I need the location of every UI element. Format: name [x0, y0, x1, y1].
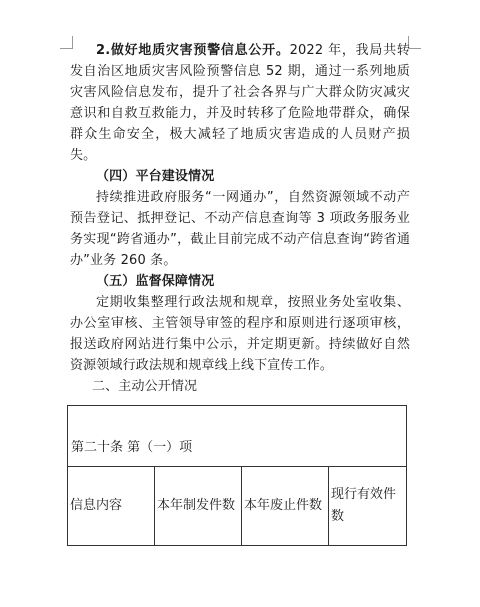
- table-header-info-content: 信息内容: [68, 467, 155, 546]
- paragraph-supervision: 定期收集整理行政法规和规章，按照业务处室收集、办公室审核、主管领导审签的程序和原则进行逐项审核，报送政府网站进行集中公示，并定期更新。持续做好自然资源领域行政法规和规章线上线下宣传工作。: [70, 295, 410, 373]
- early-warning-lead: 2.做好地质灾害预警信息公开。: [96, 43, 290, 58]
- paragraph-early-warning: [70, 40, 410, 166]
- table-article-cell: 第二十条 第（一）项: [68, 424, 407, 467]
- paragraph-platform-construction: 持续推进政府服务“一网通办”，自然资源领域不动产预告登记、抵押登记、不动产信息查询等 3 项政务服务业务实现“跨省通办”，截止目前完成不动产信息查询“跨省通办”业务 260 条。: [70, 190, 410, 268]
- early-warning-body: 2022 年，我局共转发自治区地质灾害风险预警信息 52 期，通过一系列地质灾害风险信息发布，提升了社会各界与广大群众防灾减灾意识和自救互救能力，并及时转移了危险地带群众，确保群众生命安全，极大减轻了地质灾害造成的人员财产损失。: [70, 43, 410, 163]
- heading-platform-construction: （四）平台建设情况: [96, 169, 215, 184]
- table-header-issued-this-year: 本年制发件数: [155, 467, 242, 546]
- table-header-repealed-this-year: 本年废止件数: [242, 467, 329, 546]
- table-header-row: [68, 467, 407, 546]
- table-spacer-row: [68, 406, 407, 425]
- document-body: [70, 40, 410, 397]
- heading-supervision: （五）监督保障情况: [96, 274, 215, 289]
- table-row-article: [68, 424, 407, 467]
- table-spacer-cell: [68, 406, 407, 425]
- heading-proactive-disclosure: 二、主动公开情况: [92, 379, 198, 394]
- disclosure-table: [67, 405, 407, 546]
- table-header-currently-valid: 现行有效件数: [329, 467, 407, 546]
